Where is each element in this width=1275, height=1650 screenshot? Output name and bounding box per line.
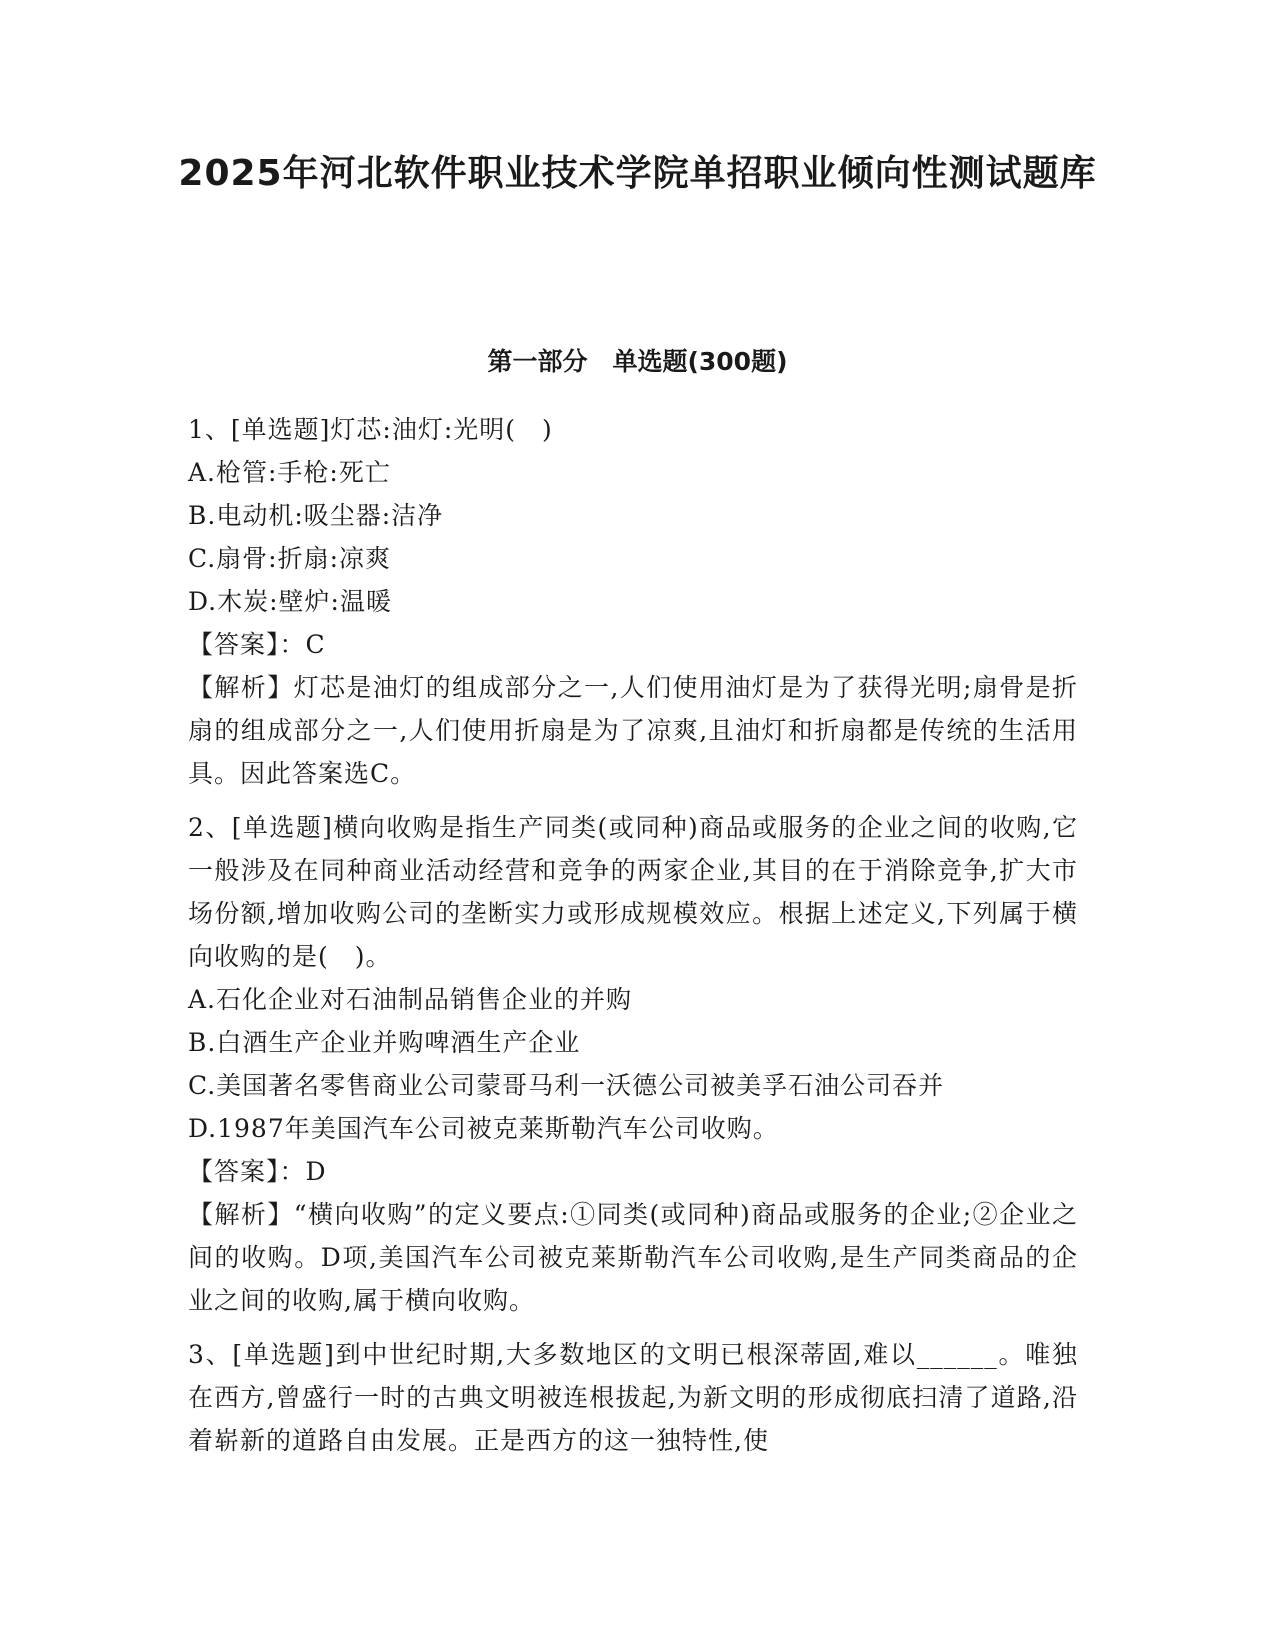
question-1 [188, 408, 1078, 795]
option-b: B.电动机:吸尘器:洁净 [188, 501, 444, 530]
option-c: C.美国著名零售商业公司蒙哥马利一沃德公司被美孚石油公司吞并 [188, 1071, 945, 1100]
question-list [188, 408, 1078, 1473]
option-c: C.扇骨:折扇:凉爽 [188, 544, 392, 573]
answer-line: 【答案】：D [188, 1157, 327, 1186]
question-stem: 3、[单选题]到中世纪时期,大多数地区的文明已根深蒂固,难以______。唯独在西方,曾盛行一时的古典文明被连根拔起,为新文明的形成彻底扫清了道路,沿着崭新的道路自由发展。正是西方的这一独特性,使 [188, 1340, 1078, 1455]
document-title: 2025年河北软件职业技术学院单招职业倾向性测试题库 [178, 153, 1097, 194]
option-b: B.白酒生产企业并购啤酒生产企业 [188, 1028, 581, 1057]
answer-line: 【答案】：C [188, 630, 326, 659]
question-stem: 2、[单选题]横向收购是指生产同类(或同种)商品或服务的企业之间的收购,它一般涉及在同种商业活动经营和竞争的两家企业,其目的在于消除竞争,扩大市场份额,增加收购公司的垄断实力或形成规模效应。根据上述定义,下列属于横向收购的是( )。 [188, 813, 1078, 971]
option-d: D.1987年美国汽车公司被克莱斯勒汽车公司收购。 [188, 1114, 779, 1143]
question-2 [188, 806, 1078, 1322]
analysis-text: 【解析】“横向收购”的定义要点:①同类(或同种)商品或服务的企业;②企业之间的收购。D项,美国汽车公司被克莱斯勒汽车公司收购,是生产同类商品的企业之间的收购,属于横向收购。 [188, 1200, 1078, 1315]
question-3 [188, 1333, 1078, 1462]
question-stem: 1、[单选题]灯芯:油灯:光明( ) [188, 415, 553, 444]
option-a: A.枪管:手枪:死亡 [188, 458, 391, 487]
analysis-text: 【解析】灯芯是油灯的组成部分之一,人们使用油灯是为了获得光明;扇骨是折扇的组成部分之一,人们使用折扇是为了凉爽,且油灯和折扇都是传统的生活用具。因此答案选C。 [188, 673, 1078, 788]
option-d: D.木炭:壁炉:温暖 [188, 587, 392, 616]
section-heading: 第一部分 单选题(300题) [487, 347, 788, 376]
option-a: A.石化企业对石油制品销售企业的并购 [188, 985, 633, 1014]
